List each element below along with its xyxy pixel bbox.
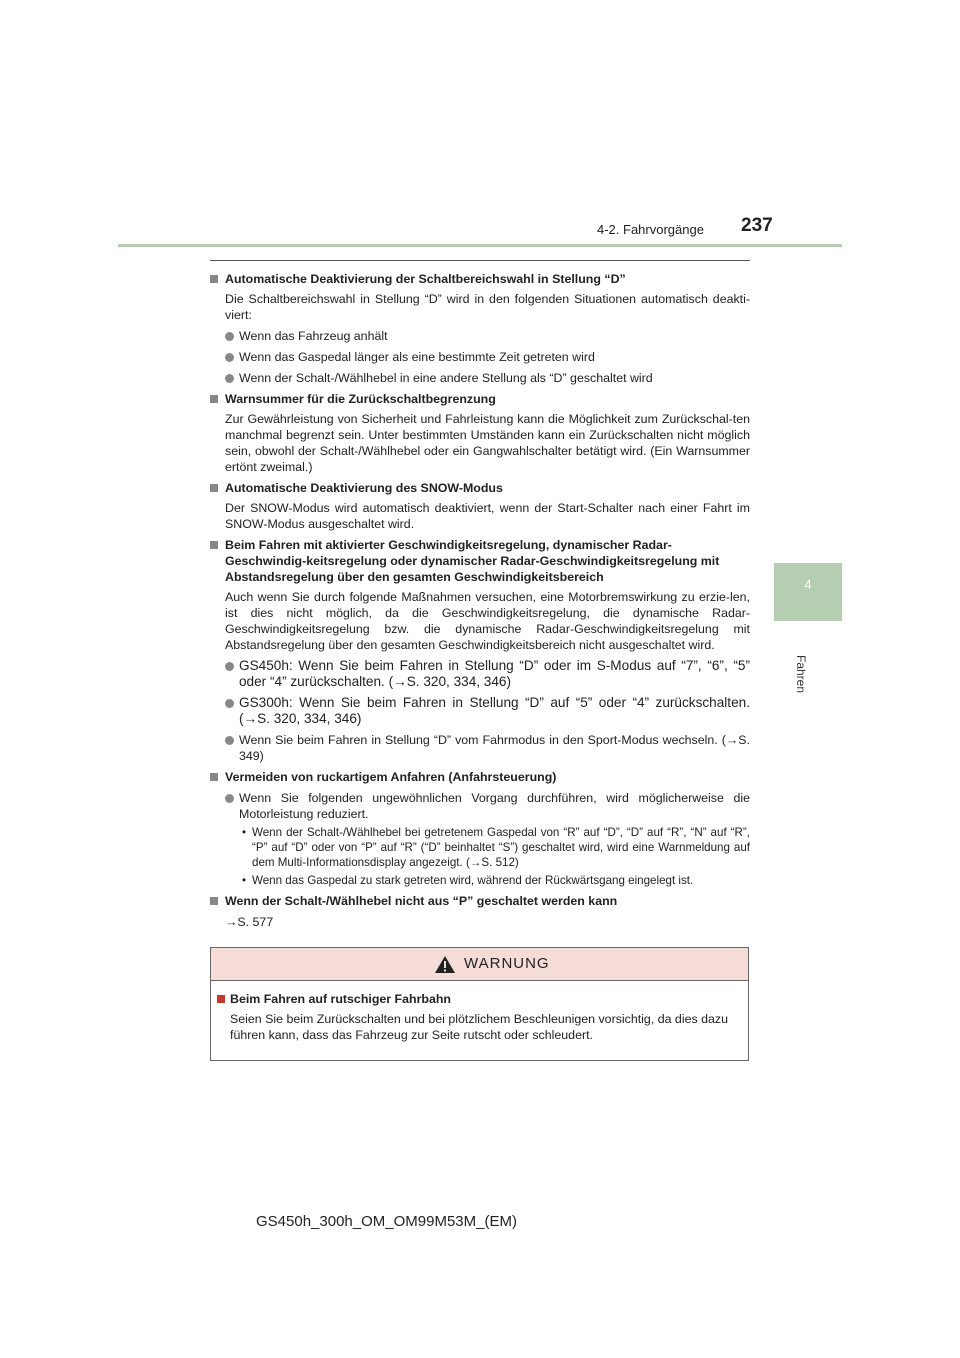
sub-bullet-marker: • xyxy=(242,826,247,839)
sub-list-item: • Wenn das Gaspedal zu stark getreten wird, während der Rückwärtsgang eingelegt ist. xyxy=(242,874,694,887)
paragraph: Zur Gewährleistung von Sicherheit und Fahrleistung kann die Möglichkeit zum Zurückschal-ten manchmal begrenzt sein. Unter bestimmten Umständen kann ein Zurückschalten nicht möglich sein, obwohl der Schalt-/Wählhebel oder ein Gangwahlschalter betätigt wird. (Ein Warnsummer ertönt zweimal.) xyxy=(225,412,750,474)
warning-box xyxy=(210,947,749,1061)
round-bullet-icon xyxy=(225,332,234,341)
round-bullet-icon xyxy=(225,374,234,383)
paragraph: Auch wenn Sie durch folgende Maßnahmen versuchen, eine Motorbremswirkung zu erzie-len, ist dies nicht möglich, da die Geschwindigkeitsregelung, die dynamische Radar-Geschwindigkeitsregelung bzw. die dynamische Radar-Geschwindigkeitsregelung mit Abstandsregelung über den gesamten Geschwindigkeitsbereich nicht ausgeschaltet wird. xyxy=(225,590,750,652)
section-heading: Wenn der Schalt-/Wählhebel nicht aus “P” geschaltet werden kann xyxy=(210,893,750,909)
list-item: Wenn der Schalt-/Wählhebel in eine andere Stellung als “D” geschaltet wird xyxy=(210,370,750,386)
section-heading: Automatische Deaktivierung der Schaltbereichswahl in Stellung “D” xyxy=(210,271,750,287)
chapter-tab xyxy=(774,563,842,621)
content-top-rule xyxy=(210,260,750,261)
page-reference: →S. 577 xyxy=(225,915,274,929)
list-item: Wenn das Gaspedal länger als eine bestimmte Zeit getreten wird xyxy=(210,349,750,365)
round-bullet-icon xyxy=(225,699,234,708)
list-item: Wenn Sie folgenden ungewöhnlichen Vorgang durchführen, wird möglicherweise die Motorleistung reduziert. xyxy=(210,790,750,822)
square-bullet-icon xyxy=(210,897,218,905)
section-title: 4-2. Fahrvorgänge xyxy=(597,222,704,237)
round-bullet-icon xyxy=(225,353,234,362)
round-bullet-icon xyxy=(225,794,234,803)
warning-title: WARNUNG xyxy=(464,955,550,972)
square-bullet-icon xyxy=(210,275,218,283)
page-number: 237 xyxy=(741,215,773,236)
warning-triangle-icon xyxy=(434,955,456,974)
section-heading: Beim Fahren mit aktivierter Geschwindigkeitsregelung, dynamischer Radar-Geschwindig-keitsregelung oder dynamischer Radar-Geschwindigkeitsregelung mit Abstandsregelung über den gesamten Geschwindigkeitsbereich xyxy=(210,537,750,585)
square-bullet-icon xyxy=(210,541,218,549)
warning-body xyxy=(217,991,745,1043)
paragraph: Der SNOW-Modus wird automatisch deaktiviert, wenn der Start-Schalter nach einer Fahrt im SNOW-Modus ausgeschaltet wird. xyxy=(225,501,750,531)
paragraph: Die Schaltbereichswahl in Stellung “D” wird in den folgenden Situationen automatisch deakti-viert: xyxy=(225,292,750,322)
warning-header xyxy=(211,948,748,981)
square-bullet-icon xyxy=(210,484,218,492)
chapter-tab-number: 4 xyxy=(804,577,812,592)
square-bullet-icon xyxy=(210,773,218,781)
list-item: Wenn Sie beim Fahren in Stellung “D” vom Fahrmodus in den Sport-Modus wechseln. (→S. 349) xyxy=(210,732,750,764)
round-bullet-icon xyxy=(225,662,234,671)
document-footer: GS450h_300h_OM_OM99M53M_(EM) xyxy=(256,1213,517,1230)
section-heading: Warnsummer für die Zurückschaltbegrenzung xyxy=(210,391,750,407)
sub-list-item: • Wenn der Schalt-/Wählhebel bei getretenem Gaspedal von “R” auf “D”, “D” auf “R”, “N” auf “R”, “P” auf “D” oder von “P” auf “R” (“D” beinhaltet “S”) geschaltet wird, wird eine Warnmeldung auf dem Multi-Informationsdisplay angezeigt. (→S. 512) xyxy=(242,826,750,869)
section-heading: Automatische Deaktivierung des SNOW-Modus xyxy=(210,480,750,496)
list-item: Wenn das Fahrzeug anhält xyxy=(210,328,750,344)
list-item: GS450h: Wenn Sie beim Fahren in Stellung “D” oder im S-Modus auf “7”, “6”, “5” oder “4” zurückschalten. (→S. 320, 334, 346) xyxy=(210,658,750,690)
square-bullet-icon xyxy=(217,995,225,1003)
header-rule xyxy=(118,244,842,247)
warning-heading: Beim Fahren auf rutschiger Fahrbahn xyxy=(217,991,745,1007)
list-item: GS300h: Wenn Sie beim Fahren in Stellung “D” auf “5” oder “4” zurückschalten. (→S. 320, 334, 346) xyxy=(210,695,750,727)
page-content xyxy=(210,266,750,930)
chapter-tab-label: Fahren xyxy=(794,655,808,694)
square-bullet-icon xyxy=(210,395,218,403)
round-bullet-icon xyxy=(225,736,234,745)
sub-bullet-marker: • xyxy=(242,874,247,887)
warning-text: Seien Sie beim Zurückschalten und bei plötzlichem Beschleunigen vorsichtig, da dies dazu führen kann, dass das Fahrzeug zur Seite rutscht oder schleudert. xyxy=(230,1012,728,1042)
section-heading: Vermeiden von ruckartigem Anfahren (Anfahrsteuerung) xyxy=(210,769,750,785)
